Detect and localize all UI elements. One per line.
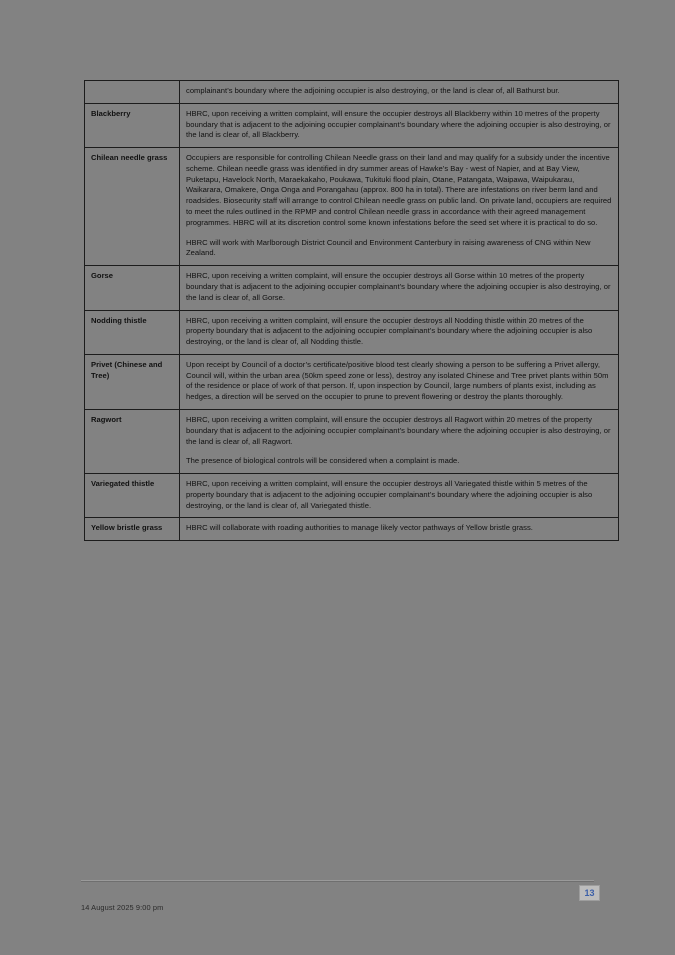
table-row — [85, 474, 619, 518]
pest-plant-name-cell: Gorse — [85, 266, 180, 310]
footer-date: 14 August 2025 9:00 pm — [81, 903, 164, 912]
pest-plant-description-cell — [180, 518, 619, 541]
table-body — [85, 81, 619, 541]
table-row — [85, 148, 619, 266]
description-paragraph: Upon receipt by Council of a doctor’s certificate/positive blood test clearly showing a person to be suffering a Privet allergy, Council will, within the urban area (50km speed zone or less), destroy any isolated Chinese and Tree privet plants within 50m of the residence or place of work of that person. If, upon inspection by Council, large numbers of plants exist, including as hedges, a direction will be served on the occupier to prune to prevent flowering or destroy the plants thoroughly. — [186, 359, 609, 402]
description-paragraph: HBRC will work with Marlborough District Council and Environment Canterbury in raising awareness of CNG within New Zealand. — [186, 237, 591, 258]
pest-plant-description-cell — [180, 266, 619, 310]
pest-plant-rules-table — [84, 80, 619, 541]
pest-plant-description-cell — [180, 354, 619, 409]
description-paragraph: HBRC, upon receiving a written complaint, will ensure the occupier destroys all Nodding thistle within 20 metres of the property boundary that is adjacent to the adjoining occupier complainant’s boundary where the adjoining occupier is also destroying, or the land is clear of, all Nodding thistle. — [186, 315, 593, 347]
footer-divider — [81, 880, 594, 882]
table-row — [85, 81, 619, 104]
description-paragraph: Occupiers are responsible for controlling Chilean Needle grass on their land and may qualify for a subsidy under the incentive scheme. Chilean needle grass was identified in dry summer areas of Hawke’s Bay - west of Napier, and at Bay View, Puketapu, Havelock North, Maraekakaho, Poukawa, Tukituki flood plain, Otane, Patangata, Waipawa, Waipukarau, Waikarara, Omakere, Onga Onga and Porangahau (approx. 800 ha in total). There are infestations on river berm land and roadsides. Biosecurity staff will arrange to control Chilean needle grass on public land. On private land, occupiers are required to meet the rules outlined in the RPMP and control Chilean needle grass in accordance with their agreed management programmes. HBRC will at its discretion control some known infestations before the seed set where it is practical to do so. — [186, 153, 612, 227]
table-row — [85, 266, 619, 310]
table-row — [85, 518, 619, 541]
pest-plant-description-cell — [180, 310, 619, 354]
description-paragraph: complainant’s boundary where the adjoining occupier is also destroying, or the land is clear of, all Bathurst bur. — [186, 86, 560, 95]
pest-plant-name-cell: Nodding thistle — [85, 310, 180, 354]
table-row — [85, 354, 619, 409]
description-paragraph: The presence of biological controls will be considered when a complaint is made. — [186, 456, 460, 466]
description-paragraph: HBRC, upon receiving a written complaint, will ensure the occupier destroys all Gorse within 10 metres of the property boundary that is adjacent to the adjoining occupier complainant’s boundary where the adjoining occupier is also destroying, or the land is clear of, all Gorse. — [186, 271, 611, 302]
description-paragraph: HBRC will collaborate with roading authorities to manage likely vector pathways of Yellow bristle grass. — [186, 523, 533, 533]
pest-plant-description-cell — [180, 81, 619, 104]
pest-plant-name-cell: Blackberry — [85, 103, 180, 147]
pest-plant-description-cell — [180, 409, 619, 473]
description-paragraph: HBRC, upon receiving a written complaint, will ensure the occupier destroys all Blackberry within 10 metres of the property boundary that is adjacent to the adjoining occupier complainant’s boundary where the adjoining occupier is also destroying, or the land is clear of, all Blackberry. — [186, 108, 611, 140]
page-number-badge: 13 — [579, 885, 600, 901]
pest-plant-name-cell: Yellow bristle grass — [85, 518, 180, 541]
description-paragraph: HBRC, upon receiving a written complaint, will ensure the occupier destroys all Ragwort within 20 metres of the property boundary that is adjacent to the adjoining occupier complainant’s boundary where the adjoining occupier is also destroying, or the land is clear of, all Ragwort. — [186, 414, 611, 446]
pest-plant-description-cell — [180, 103, 619, 147]
pest-plant-description-cell — [180, 474, 619, 518]
pest-plant-description-cell — [180, 148, 619, 266]
pest-plant-name-cell: Privet (Chinese and Tree) — [85, 354, 180, 409]
table-row — [85, 103, 619, 147]
table-row — [85, 310, 619, 354]
pest-plant-name-cell — [85, 81, 180, 104]
pest-plant-name-cell: Variegated thistle — [85, 474, 180, 518]
description-paragraph: HBRC, upon receiving a written complaint, will ensure the occupier destroys all Variegated thistle within 5 metres of the property boundary that is adjacent to the adjoining occupier complainant’s boundary where the adjoining occupier is also destroying, or the land is clear of, all Variegated thistle. — [186, 479, 593, 510]
pest-plant-name-cell: Ragwort — [85, 409, 180, 473]
table-row — [85, 409, 619, 473]
pest-plant-rules-table-container — [84, 80, 612, 541]
pest-plant-name-cell: Chilean needle grass — [85, 148, 180, 266]
